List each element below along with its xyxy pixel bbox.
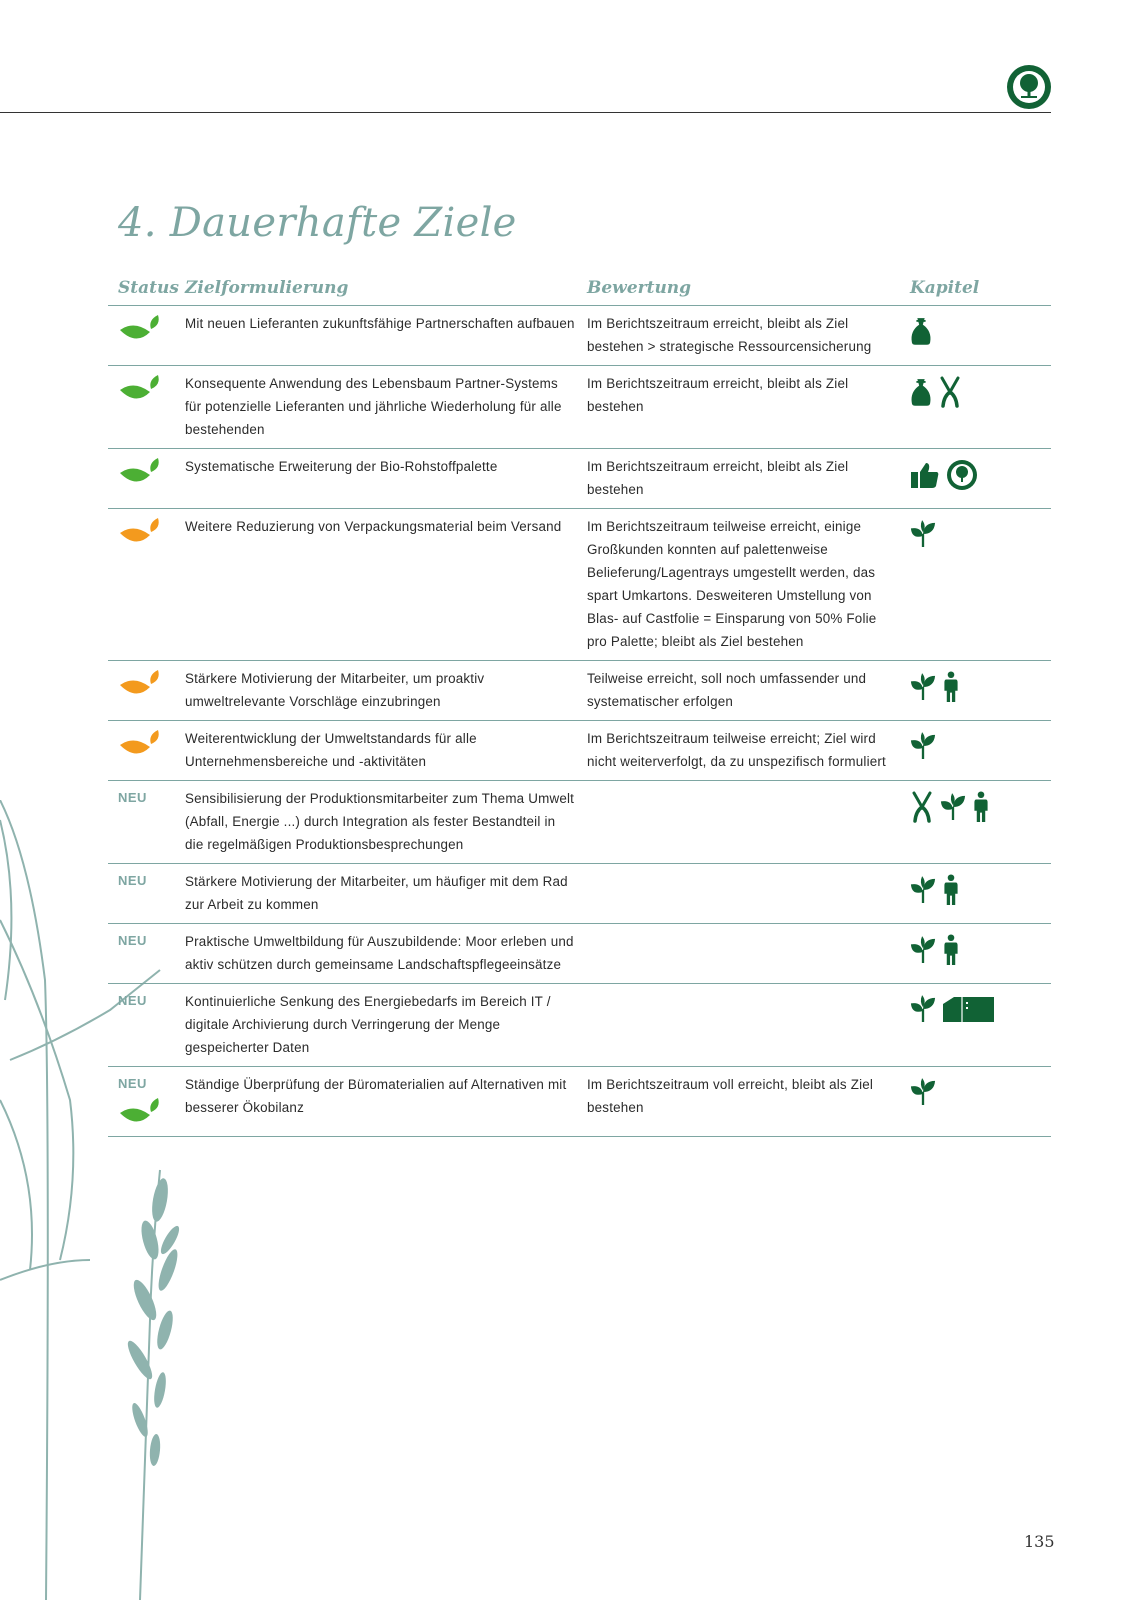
person-icon [942, 671, 960, 703]
goals-table [108, 270, 1051, 1137]
table-row [108, 449, 1051, 509]
chapter-icons [910, 509, 1051, 661]
goal-text: Kontinuierliche Senkung des Energiebedarfs im Bereich IT / digitale Archivierung durch Verringerung der Menge gespeicherter Daten [185, 984, 587, 1067]
pruning-shears-icon [938, 376, 962, 408]
leaf-icon [940, 792, 966, 822]
table-header-row [108, 270, 1051, 306]
goal-text: Sensibilisierung der Produktionsmitarbeiter zum Thema Umwelt (Abfall, Energie ...) durch Integration als fester Bestandteil in die regelmäßigen Produktionsbesprechungen [185, 781, 587, 864]
table-row [108, 661, 1051, 721]
goals-table-body [108, 306, 1051, 1137]
chapter-icons [910, 306, 1051, 366]
building-icon [942, 994, 996, 1024]
status-cell [108, 509, 185, 661]
column-header-bewertung: Bewertung [587, 270, 910, 306]
status-cell [108, 306, 185, 366]
status-cell [108, 721, 185, 781]
column-header-zielformulierung: Zielformulierung [185, 270, 587, 306]
assessment-text: Im Berichtszeitraum teilweise erreicht; Ziel wird nicht weiterverfolgt, da zu unspezifisch formuliert [587, 721, 910, 781]
chapter-icons [910, 924, 1051, 984]
table-row [108, 984, 1051, 1067]
lebensbaum-logo [1006, 64, 1052, 110]
table-row [108, 721, 1051, 781]
goal-text: Systematische Erweiterung der Bio-Rohstoffpalette [185, 449, 587, 509]
goal-text: Mit neuen Lieferanten zukunftsfähige Partnerschaften aufbauen [185, 306, 587, 366]
goal-text: Stärkere Motivierung der Mitarbeiter, um häufiger mit dem Rad zur Arbeit zu kommen [185, 864, 587, 924]
table-row [108, 924, 1051, 984]
assessment-text: Im Berichtszeitraum teilweise erreicht, einige Großkunden konnten auf palettenweise Belieferung/Lagentrays umgestellt werden, das spart Umkartons. Desweiteren Umstellung von Blas- auf Castfolie = Einsparung von 50% Folie pro Palette; bleibt als Ziel bestehen [587, 509, 910, 661]
table-row [108, 864, 1051, 924]
leaf-icon [910, 1077, 936, 1107]
status-cell [108, 864, 185, 924]
leaf-icon [910, 519, 936, 549]
goal-text: Konsequente Anwendung des Lebensbaum Partner-Systems für potenzielle Lieferanten und jährliche Wiederholung für alle bestehenden [185, 366, 587, 449]
assessment-text: Im Berichtszeitraum voll erreicht, bleibt als Ziel bestehen [587, 1067, 910, 1137]
assessment-text: Im Berichtszeitraum erreicht, bleibt als Ziel bestehen [587, 449, 910, 509]
chapter-icons [910, 984, 1051, 1067]
status-partial-icon [118, 517, 162, 549]
person-icon [972, 791, 990, 823]
chapter-icons [910, 366, 1051, 449]
status-achieved-icon [118, 374, 162, 406]
page-number: 135 [1024, 1532, 1055, 1551]
header-rule [0, 112, 1051, 113]
table-row [108, 781, 1051, 864]
table-row [108, 1067, 1051, 1137]
leaf-icon [910, 935, 936, 965]
new-badge: NEU [118, 933, 147, 948]
status-cell [108, 1067, 185, 1137]
status-achieved-icon [118, 314, 162, 346]
leaf-icon [910, 731, 936, 761]
leaf-icon [910, 875, 936, 905]
status-partial-icon [118, 669, 162, 701]
chapter-icons [910, 721, 1051, 781]
status-cell [108, 984, 185, 1067]
status-cell [108, 661, 185, 721]
chapter-icons [910, 781, 1051, 864]
status-cell [108, 366, 185, 449]
leaf-icon [910, 672, 936, 702]
chapter-icons [910, 864, 1051, 924]
table-row [108, 509, 1051, 661]
goal-text: Ständige Überprüfung der Büromaterialien auf Alternativen mit besserer Ökobilanz [185, 1067, 587, 1137]
new-badge: NEU [118, 790, 147, 805]
chapter-icons [910, 449, 1051, 509]
status-partial-icon [118, 729, 162, 761]
goal-text: Weitere Reduzierung von Verpackungsmaterial beim Versand [185, 509, 587, 661]
person-icon [942, 874, 960, 906]
column-header-status: Status [108, 270, 185, 306]
sack-icon [910, 377, 932, 407]
status-cell [108, 449, 185, 509]
goal-text: Stärkere Motivierung der Mitarbeiter, um proaktiv umweltrelevante Vorschläge einzubringen [185, 661, 587, 721]
table-row [108, 366, 1051, 449]
table-row [108, 306, 1051, 366]
assessment-text [587, 924, 910, 984]
goal-text: Weiterentwicklung der Umweltstandards für alle Unternehmensbereiche und -aktivitäten [185, 721, 587, 781]
new-badge: NEU [118, 993, 147, 1008]
assessment-text: Im Berichtszeitraum erreicht, bleibt als Ziel bestehen > strategische Ressourcensicherung [587, 306, 910, 366]
new-badge: NEU [118, 1076, 147, 1091]
status-cell [108, 924, 185, 984]
thumbs-up-icon [910, 461, 940, 489]
goal-text: Praktische Umweltbildung für Auszubildende: Moor erleben und aktiv schützen durch gemeinsame Landschaftspflegeeinsätze [185, 924, 587, 984]
assessment-text [587, 781, 910, 864]
leaf-icon [910, 994, 936, 1024]
assessment-text [587, 984, 910, 1067]
assessment-text [587, 864, 910, 924]
chapter-icons [910, 661, 1051, 721]
status-achieved-icon [118, 1097, 162, 1129]
assessment-text: Teilweise erreicht, soll noch umfassender und systematischer erfolgen [587, 661, 910, 721]
pruning-shears-icon [910, 791, 934, 823]
lebensbaum-seal-icon [946, 459, 978, 491]
new-badge: NEU [118, 873, 147, 888]
sack-icon [910, 316, 932, 346]
status-achieved-icon [118, 457, 162, 489]
column-header-kapitel: Kapitel [910, 270, 1051, 306]
status-cell [108, 781, 185, 864]
assessment-text: Im Berichtszeitraum erreicht, bleibt als Ziel bestehen [587, 366, 910, 449]
person-icon [942, 934, 960, 966]
chapter-icons [910, 1067, 1051, 1137]
page-title: 4. Dauerhafte Ziele [118, 200, 517, 246]
